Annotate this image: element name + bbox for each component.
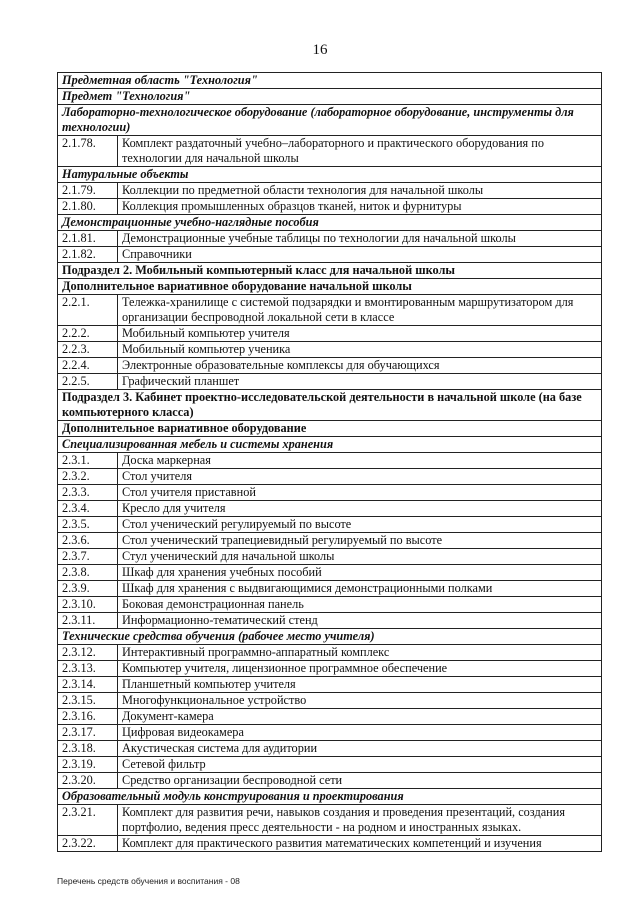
table-row (58, 533, 602, 549)
item-description: Кресло для учителя (118, 501, 602, 517)
section-heading-row (58, 167, 602, 183)
item-number: 2.3.14. (58, 677, 118, 693)
section-heading: Демонстрационные учебно-наглядные пособия (58, 215, 602, 231)
item-description: Стол ученический регулируемый по высоте (118, 517, 602, 533)
item-number: 2.3.8. (58, 565, 118, 581)
table-row (58, 231, 602, 247)
item-description: Справочники (118, 247, 602, 263)
item-description: Планшетный компьютер учителя (118, 677, 602, 693)
item-description: Коллекции по предметной области технология для начальной школы (118, 183, 602, 199)
item-number: 2.3.17. (58, 725, 118, 741)
item-description: Тележка-хранилище с системой подзарядки и вмонтированным маршрутизатором для организации беспроводной локальной сети в классе (118, 295, 602, 326)
table-row (58, 597, 602, 613)
item-number: 2.2.5. (58, 374, 118, 390)
subsection-heading: Дополнительное вариативное оборудование начальной школы (58, 279, 602, 295)
table-row (58, 661, 602, 677)
table-row (58, 326, 602, 342)
table-row (58, 183, 602, 199)
item-description: Шкаф для хранения с выдвигающимися демонстрационными полками (118, 581, 602, 597)
item-description: Коллекция промышленных образцов тканей, ниток и фурнитуры (118, 199, 602, 215)
item-number: 2.3.21. (58, 805, 118, 836)
item-description: Стол учителя приставной (118, 485, 602, 501)
item-number: 2.3.3. (58, 485, 118, 501)
table-row (58, 517, 602, 533)
section-heading: Предмет "Технология" (58, 89, 602, 105)
section-heading-row (58, 789, 602, 805)
table-row (58, 374, 602, 390)
equipment-table (57, 72, 602, 852)
item-description: Доска маркерная (118, 453, 602, 469)
page-number: 16 (312, 42, 328, 58)
table-row (58, 358, 602, 374)
item-description: Стол ученический трапециевидный регулируемый по высоте (118, 533, 602, 549)
table-row (58, 295, 602, 326)
item-description: Комплект для развития речи, навыков создания и проведения презентаций, создания портфолио, ведения пресс деятельности - на родном и иностранных языках. (118, 805, 602, 836)
subsection-heading: Дополнительное вариативное оборудование (58, 421, 602, 437)
table-row (58, 741, 602, 757)
table-row (58, 581, 602, 597)
item-number: 2.3.9. (58, 581, 118, 597)
section-heading-row (58, 73, 602, 89)
section-heading: Специализированная мебель и системы хранения (58, 437, 602, 453)
item-description: Электронные образовательные комплексы для обучающихся (118, 358, 602, 374)
item-number: 2.3.16. (58, 709, 118, 725)
item-description: Мобильный компьютер учителя (118, 326, 602, 342)
item-number: 2.3.22. (58, 836, 118, 852)
item-number: 2.3.5. (58, 517, 118, 533)
item-description: Шкаф для хранения учебных пособий (118, 565, 602, 581)
subsection-heading: Подраздел 2. Мобильный компьютерный класс для начальной школы (58, 263, 602, 279)
section-heading-row (58, 215, 602, 231)
table-row (58, 645, 602, 661)
item-number: 2.2.4. (58, 358, 118, 374)
item-number: 2.3.18. (58, 741, 118, 757)
item-description: Компьютер учителя, лицензионное программное обеспечение (118, 661, 602, 677)
table-row (58, 136, 602, 167)
item-number: 2.3.4. (58, 501, 118, 517)
table-row (58, 677, 602, 693)
item-number: 2.3.2. (58, 469, 118, 485)
subsection-heading-row (58, 279, 602, 295)
equipment-table-body (58, 73, 602, 852)
table-row (58, 501, 602, 517)
item-number: 2.3.1. (58, 453, 118, 469)
item-description: Акустическая система для аудитории (118, 741, 602, 757)
item-description: Средство организации беспроводной сети (118, 773, 602, 789)
item-number: 2.1.80. (58, 199, 118, 215)
item-description: Стул ученический для начальной школы (118, 549, 602, 565)
section-heading: Предметная область "Технология" (58, 73, 602, 89)
item-number: 2.1.81. (58, 231, 118, 247)
item-description: Боковая демонстрационная панель (118, 597, 602, 613)
item-number: 2.3.20. (58, 773, 118, 789)
item-description: Интерактивный программно-аппаратный комплекс (118, 645, 602, 661)
section-heading-row (58, 437, 602, 453)
page-footer: Перечень средств обучения и воспитания - 08 (57, 876, 240, 886)
item-number: 2.3.13. (58, 661, 118, 677)
table-row (58, 247, 602, 263)
subsection-heading-row (58, 390, 602, 421)
item-number: 2.2.3. (58, 342, 118, 358)
table-row (58, 469, 602, 485)
section-heading: Натуральные объекты (58, 167, 602, 183)
item-number: 2.3.10. (58, 597, 118, 613)
table-row (58, 549, 602, 565)
item-number: 2.3.6. (58, 533, 118, 549)
section-heading: Лабораторно-технологическое оборудование (лабораторное оборудование, инструменты для технологии) (58, 105, 602, 136)
item-number: 2.3.19. (58, 757, 118, 773)
table-row (58, 709, 602, 725)
table-row (58, 613, 602, 629)
table-row (58, 725, 602, 741)
table-row (58, 757, 602, 773)
item-number: 2.3.7. (58, 549, 118, 565)
table-row (58, 485, 602, 501)
item-description: Стол учителя (118, 469, 602, 485)
table-row (58, 342, 602, 358)
item-description: Комплект раздаточный учебно–лабораторного и практического оборудования по технологии для начальной школы (118, 136, 602, 167)
item-number: 2.2.2. (58, 326, 118, 342)
table-row (58, 453, 602, 469)
section-heading: Технические средства обучения (рабочее место учителя) (58, 629, 602, 645)
item-description: Комплект для практического развития математических компетенций и изучения (118, 836, 602, 852)
item-description: Сетевой фильтр (118, 757, 602, 773)
item-number: 2.3.11. (58, 613, 118, 629)
item-number: 2.1.79. (58, 183, 118, 199)
item-description: Мобильный компьютер ученика (118, 342, 602, 358)
subsection-heading: Подраздел 3. Кабинет проектно-исследовательской деятельности в начальной школе (на базе компьютерного класса) (58, 390, 602, 421)
subsection-heading-row (58, 263, 602, 279)
item-number: 2.3.12. (58, 645, 118, 661)
item-number: 2.1.78. (58, 136, 118, 167)
section-heading-row (58, 105, 602, 136)
item-description: Документ-камера (118, 709, 602, 725)
section-heading-row (58, 89, 602, 105)
table-row (58, 836, 602, 852)
table-row (58, 773, 602, 789)
item-number: 2.1.82. (58, 247, 118, 263)
item-description: Информационно-тематический стенд (118, 613, 602, 629)
table-row (58, 199, 602, 215)
subsection-heading-row (58, 421, 602, 437)
item-number: 2.2.1. (58, 295, 118, 326)
table-row (58, 565, 602, 581)
section-heading: Образовательный модуль конструирования и проектирования (58, 789, 602, 805)
table-row (58, 693, 602, 709)
table-row (58, 805, 602, 836)
section-heading-row (58, 629, 602, 645)
item-number: 2.3.15. (58, 693, 118, 709)
item-description: Многофункциональное устройство (118, 693, 602, 709)
item-description: Графический планшет (118, 374, 602, 390)
item-description: Демонстрационные учебные таблицы по технологии для начальной школы (118, 231, 602, 247)
item-description: Цифровая видеокамера (118, 725, 602, 741)
